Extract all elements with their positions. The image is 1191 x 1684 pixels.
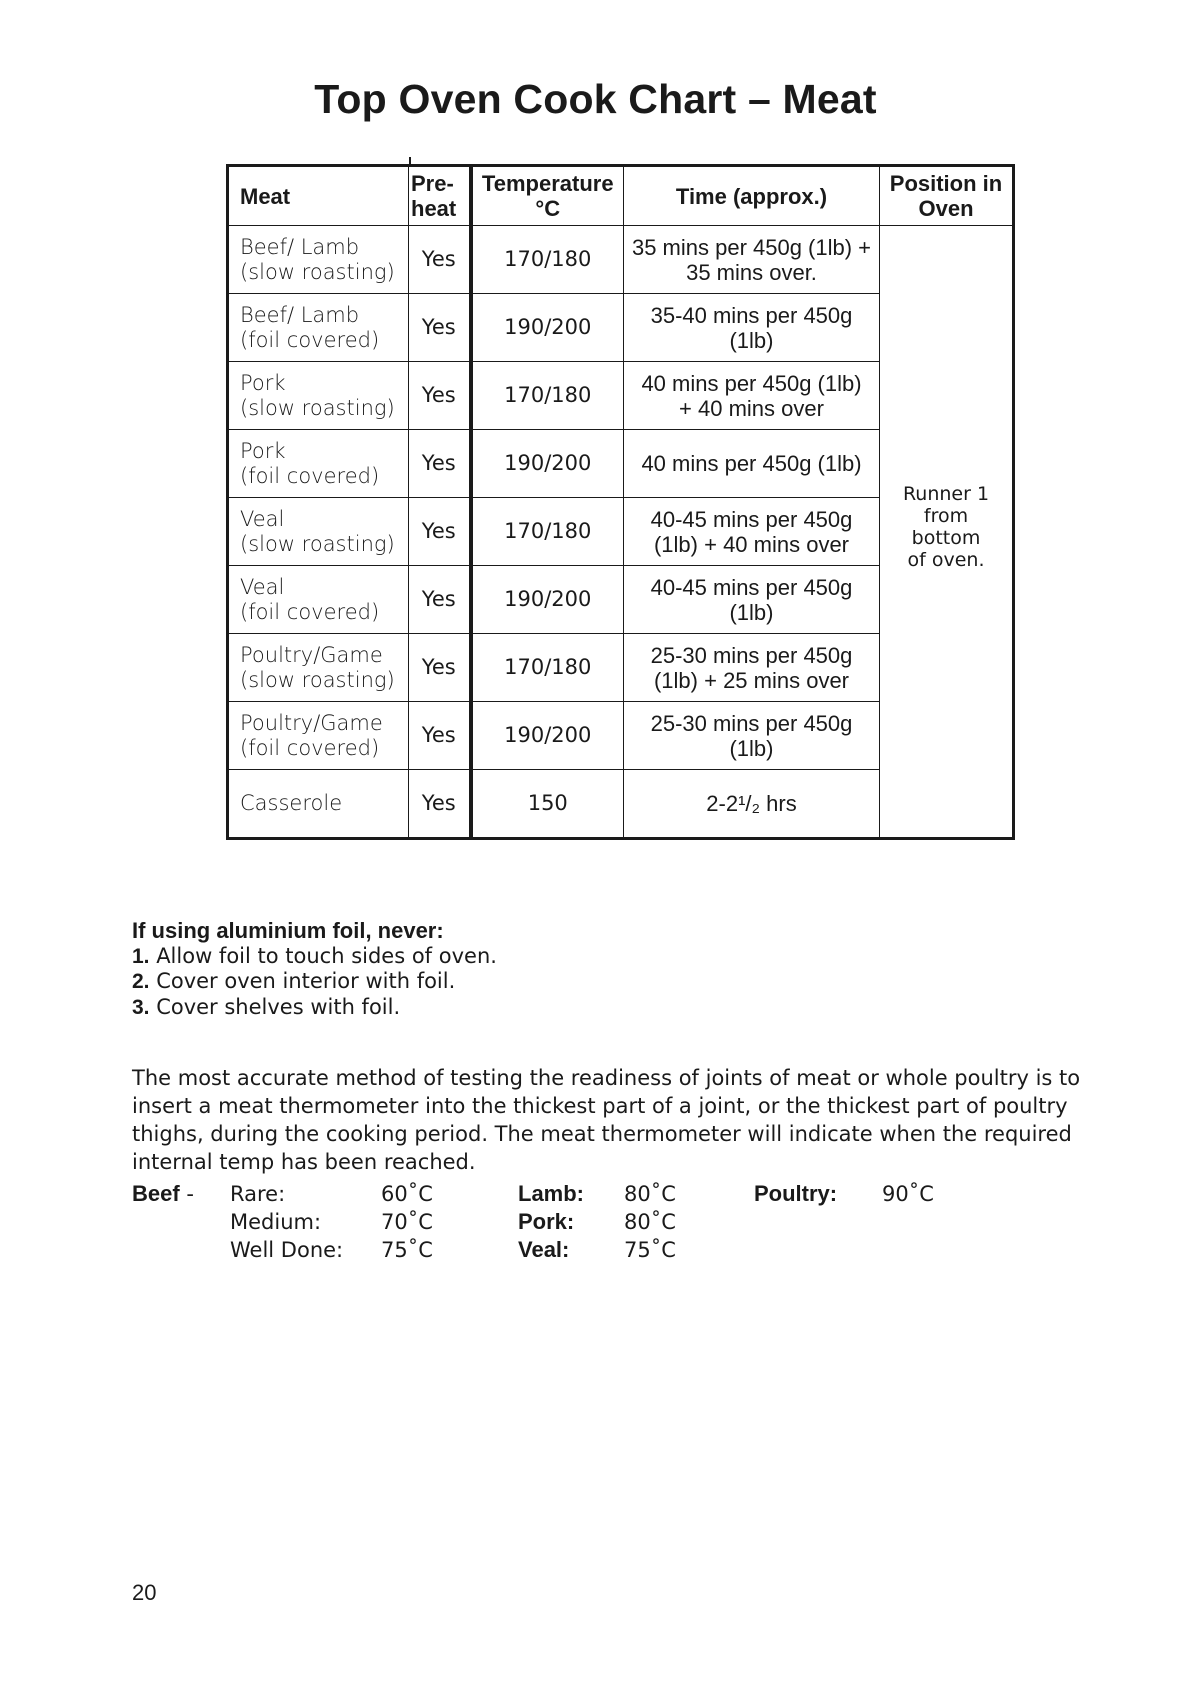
beef-rare-label: Rare: bbox=[230, 1182, 286, 1206]
cell-temperature: 150 bbox=[471, 770, 624, 839]
cell-time-line2: (1lb) + 25 mins over bbox=[653, 667, 850, 693]
list-item-number: 2. bbox=[132, 970, 150, 993]
cell-time bbox=[624, 226, 880, 294]
beef-label-dash: - bbox=[179, 1182, 194, 1206]
cell-meat-line2: (slow roasting) bbox=[240, 259, 395, 284]
cell-meat-line2: (foil covered) bbox=[240, 599, 380, 624]
list-item-text: Cover shelves with foil. bbox=[149, 994, 401, 1019]
cell-meat bbox=[228, 702, 409, 770]
cell-position bbox=[880, 226, 1014, 839]
cell-preheat: Yes bbox=[409, 362, 471, 430]
cell-time-line1: 35 mins per 450g (1lb) + bbox=[631, 234, 872, 260]
beef-rare-value: 60˚C bbox=[381, 1182, 433, 1206]
cell-meat-line1: Veal bbox=[240, 506, 285, 531]
cell-meat bbox=[228, 226, 409, 294]
cell-meat bbox=[228, 498, 409, 566]
cell-time-line2: (1lb) + 40 mins over bbox=[653, 531, 850, 557]
cell-meat bbox=[228, 294, 409, 362]
cell-meat-line2: (foil covered) bbox=[240, 327, 380, 352]
lamb-value: 80˚C bbox=[624, 1182, 676, 1206]
cell-temperature: 190/200 bbox=[471, 566, 624, 634]
header-preheat-line1: Pre- bbox=[411, 171, 454, 196]
cell-temperature: 170/180 bbox=[471, 498, 624, 566]
beef-well-done-value: 75˚C bbox=[381, 1238, 433, 1262]
page-title: Top Oven Cook Chart – Meat bbox=[314, 76, 877, 122]
cell-time bbox=[624, 634, 880, 702]
cell-time-line2: + 40 mins over bbox=[679, 395, 824, 421]
cell-time bbox=[624, 430, 880, 498]
cell-time-line1: 25-30 mins per 450g bbox=[650, 710, 853, 736]
header-preheat-line2: heat bbox=[411, 196, 457, 221]
list-item bbox=[132, 944, 497, 970]
cell-preheat: Yes bbox=[409, 498, 471, 566]
cell-preheat: Yes bbox=[409, 702, 471, 770]
header-time: Time (approx.) bbox=[624, 166, 880, 226]
cell-time bbox=[624, 702, 880, 770]
cell-meat-line1: Veal bbox=[240, 574, 285, 599]
cell-preheat: Yes bbox=[409, 634, 471, 702]
cell-meat-line1: Beef/ Lamb bbox=[240, 234, 360, 259]
cell-temperature: 170/180 bbox=[471, 226, 624, 294]
cell-temperature: 170/180 bbox=[471, 362, 624, 430]
list-item bbox=[132, 995, 497, 1021]
cell-time-line1: 25-30 mins per 450g bbox=[650, 642, 853, 668]
cell-meat bbox=[228, 634, 409, 702]
beef-label bbox=[132, 1180, 194, 1208]
cell-meat-line1: Beef/ Lamb bbox=[240, 302, 360, 327]
veal-value: 75˚C bbox=[624, 1238, 676, 1262]
position-line: Runner 1 bbox=[902, 483, 990, 505]
cell-preheat: Yes bbox=[409, 294, 471, 362]
position-line: from bbox=[923, 505, 969, 527]
veal-label: Veal: bbox=[518, 1237, 570, 1262]
page-number: 20 bbox=[132, 1580, 157, 1605]
cell-temperature: 190/200 bbox=[471, 430, 624, 498]
beef-medium-label: Medium: bbox=[230, 1210, 322, 1234]
cell-temperature: 190/200 bbox=[471, 294, 624, 362]
cell-time-line2: (1lb) bbox=[729, 327, 774, 353]
header-preheat bbox=[409, 166, 471, 226]
cell-meat-line1: Poultry/Game bbox=[240, 642, 383, 667]
list-item-text: Allow foil to touch sides of oven. bbox=[149, 943, 497, 968]
cell-time-line1: 40 mins per 450g (1lb) bbox=[641, 370, 862, 396]
cell-meat-line1: Pork bbox=[240, 438, 286, 463]
poultry-value: 90˚C bbox=[882, 1182, 934, 1206]
cell-temperature: 170/180 bbox=[471, 634, 624, 702]
header-position-line2: Oven bbox=[918, 196, 974, 221]
list-item-number: 1. bbox=[132, 944, 150, 968]
cell-meat-line1: Pork bbox=[240, 370, 286, 395]
cell-time bbox=[624, 362, 880, 430]
cook-chart-table bbox=[226, 164, 1015, 840]
foil-warning-heading: If using aluminium foil, never: bbox=[132, 918, 444, 943]
cell-time bbox=[624, 498, 880, 566]
cell-preheat: Yes bbox=[409, 226, 471, 294]
cell-time bbox=[624, 566, 880, 634]
cell-meat-line2: (foil covered) bbox=[240, 463, 380, 488]
foil-warning bbox=[132, 918, 497, 1020]
header-tick-mark bbox=[409, 157, 411, 165]
header-position-line1: Position in bbox=[889, 171, 1003, 196]
cell-meat-line2: (slow roasting) bbox=[240, 667, 395, 692]
table-header-row bbox=[228, 166, 1014, 226]
pork-label: Pork: bbox=[518, 1209, 575, 1234]
cell-meat bbox=[228, 770, 409, 839]
table-row bbox=[228, 226, 1014, 294]
cell-temperature: 190/200 bbox=[471, 702, 624, 770]
list-item-text: Cover oven interior with foil. bbox=[149, 969, 456, 993]
header-meat: Meat bbox=[228, 166, 409, 226]
cell-meat bbox=[228, 566, 409, 634]
cell-time-line1: 2-2¹/₂ hrs bbox=[706, 791, 797, 816]
cell-preheat: Yes bbox=[409, 430, 471, 498]
poultry-label: Poultry: bbox=[754, 1181, 838, 1206]
cell-meat-line2: (foil covered) bbox=[240, 735, 380, 760]
pork-value: 80˚C bbox=[624, 1210, 676, 1234]
beef-label-text: Beef bbox=[132, 1181, 180, 1206]
cell-time-line1: 40 mins per 450g (1lb) bbox=[641, 451, 862, 476]
beef-medium-value: 70˚C bbox=[381, 1210, 433, 1234]
cell-time-line2: (1lb) bbox=[729, 735, 774, 761]
thermometer-paragraph: The most accurate method of testing the readiness of joints of meat or whole poultry is to insert a meat thermometer into the thickest part of a joint, or the thickest part of poultry thighs, during the cooking period. The meat thermometer will indicate when the required internal temp has been reached. bbox=[132, 1066, 1081, 1174]
cell-meat-line1: Poultry/Game bbox=[240, 710, 383, 735]
cell-meat-line2: (slow roasting) bbox=[240, 395, 395, 420]
header-temperature bbox=[471, 166, 624, 226]
cell-time-line1: 40-45 mins per 450g bbox=[650, 506, 853, 532]
cell-preheat: Yes bbox=[409, 770, 471, 839]
list-item-number: 3. bbox=[132, 995, 150, 1019]
cell-time bbox=[624, 770, 880, 839]
cell-meat bbox=[228, 430, 409, 498]
cell-time-line1: 40-45 mins per 450g bbox=[650, 574, 853, 600]
header-position bbox=[880, 166, 1014, 226]
cell-time-line2: (1lb) bbox=[729, 599, 774, 625]
cell-meat bbox=[228, 362, 409, 430]
header-temperature-line1: Temperature bbox=[481, 171, 614, 196]
cell-time-line1: 35-40 mins per 450g bbox=[650, 302, 853, 328]
cell-time bbox=[624, 294, 880, 362]
cell-preheat: Yes bbox=[409, 566, 471, 634]
list-item bbox=[132, 969, 497, 995]
position-line: of oven. bbox=[907, 549, 985, 571]
cook-chart bbox=[226, 164, 1015, 840]
cell-time-line2: 35 mins over. bbox=[686, 259, 817, 285]
position-line: bottom bbox=[911, 527, 981, 549]
beef-well-done-label: Well Done: bbox=[230, 1238, 344, 1262]
cell-meat-line1: Casserole bbox=[240, 791, 343, 815]
lamb-label: Lamb: bbox=[518, 1181, 584, 1206]
cell-meat-line2: (slow roasting) bbox=[240, 531, 395, 556]
header-temperature-line2: °C bbox=[535, 196, 561, 221]
